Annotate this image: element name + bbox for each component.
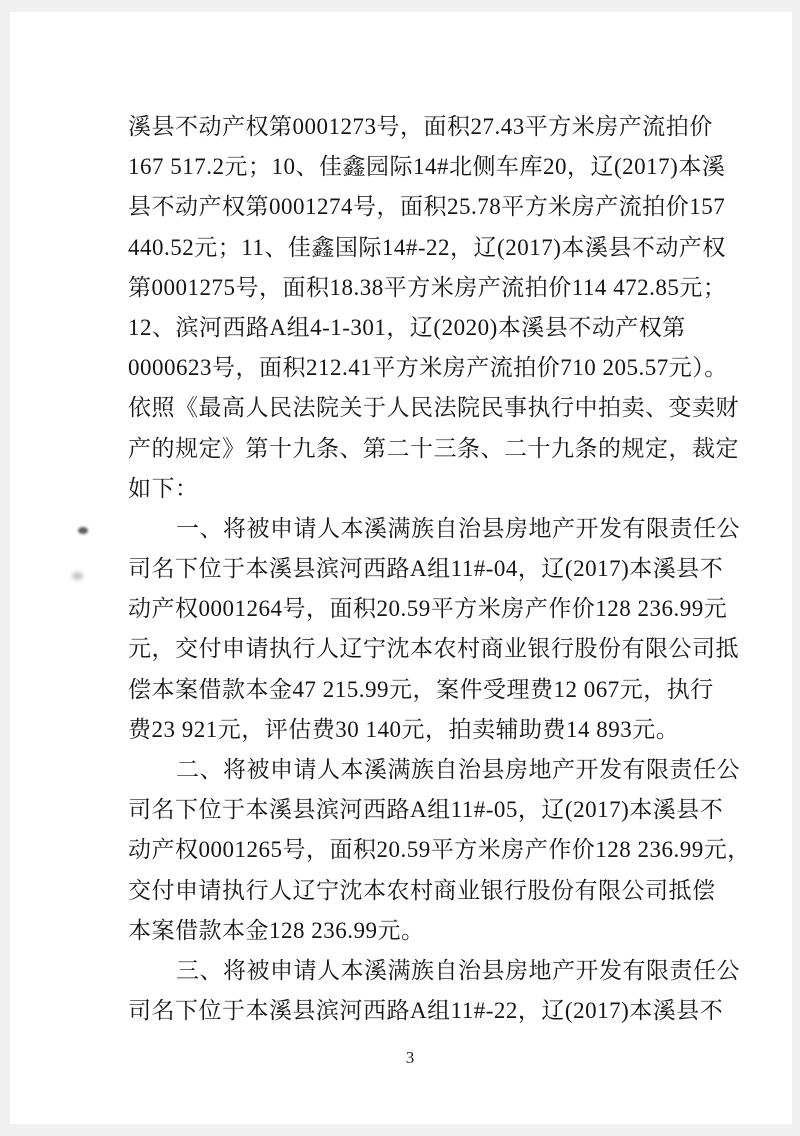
document-line: 司名下位于本溪县滨河西路A组11#-04，辽(2017)本溪县不 bbox=[128, 556, 724, 582]
document-line: 溪县不动产权第0001273号，面积27.43平方米房产流拍价 bbox=[128, 114, 713, 139]
document-line: 440.52元；11、佳鑫国际14#-22，辽(2017)本溪县不动产权 bbox=[128, 234, 726, 260]
document-line: 动产权0001264号，面积20.59平方米房产作价128 236.99元 bbox=[128, 596, 728, 622]
document-line: 动产权0001265号，面积20.59平方米房产作价128 236.99元， bbox=[128, 837, 751, 863]
margin-smudge-mark bbox=[72, 572, 83, 580]
document-line: 第0001275号，面积18.38平方米房产流拍价114 472.85元； bbox=[128, 274, 727, 300]
document-line: 县不动产权第0001274号，面积25.78平方米房产流拍价157 bbox=[128, 194, 726, 220]
document-line-paragraph-start: 三、将被申请人本溪满族自治县房地产开发有限责任公 bbox=[176, 957, 740, 983]
document-line-paragraph-start: 二、将被申请人本溪满族自治县房地产开发有限责任公 bbox=[176, 757, 740, 782]
document-line: 如下： bbox=[128, 475, 199, 501]
document-page bbox=[10, 12, 792, 1124]
page-number: 3 bbox=[405, 1048, 415, 1067]
document-body-text bbox=[128, 107, 751, 1031]
document-line: 偿本案借款本金47 215.99元，案件受理费12 067元，执行 bbox=[128, 676, 714, 702]
document-line: 费23 921元，评估费30 140元，拍卖辅助费14 893元。 bbox=[128, 716, 680, 742]
document-line: 本案借款本金128 236.99元。 bbox=[128, 917, 425, 943]
document-line: 元，交付申请执行人辽宁沈本农村商业银行股份有限公司抵 bbox=[128, 636, 739, 662]
document-line: 依照《最高人民法院关于人民法院民事执行中拍卖、变卖财 bbox=[128, 395, 739, 421]
document-line-paragraph-start: 一、将被申请人本溪满族自治县房地产开发有限责任公 bbox=[176, 515, 740, 541]
document-line: 司名下位于本溪县滨河西路A组11#-05，辽(2017)本溪县不 bbox=[128, 797, 724, 823]
document-line: 12、滨河西路A组4-1-301，辽(2020)本溪县不动产权第 bbox=[128, 314, 686, 340]
document-line: 产的规定》第十九条、第二十三条、二十九条的规定，裁定 bbox=[128, 435, 739, 461]
document-line: 167 517.2元；10、佳鑫园际14#北侧车库20，辽(2017)本溪 bbox=[128, 154, 726, 180]
document-line: 交付申请执行人辽宁沈本农村商业银行股份有限公司抵偿 bbox=[128, 877, 716, 903]
margin-smudge-mark bbox=[78, 527, 88, 534]
document-line: 司名下位于本溪县滨河西路A组11#-22，辽(2017)本溪县不 bbox=[128, 998, 724, 1024]
document-line: 0000623号，面积212.41平方米房产流拍价710 205.57元）。 bbox=[128, 355, 728, 381]
